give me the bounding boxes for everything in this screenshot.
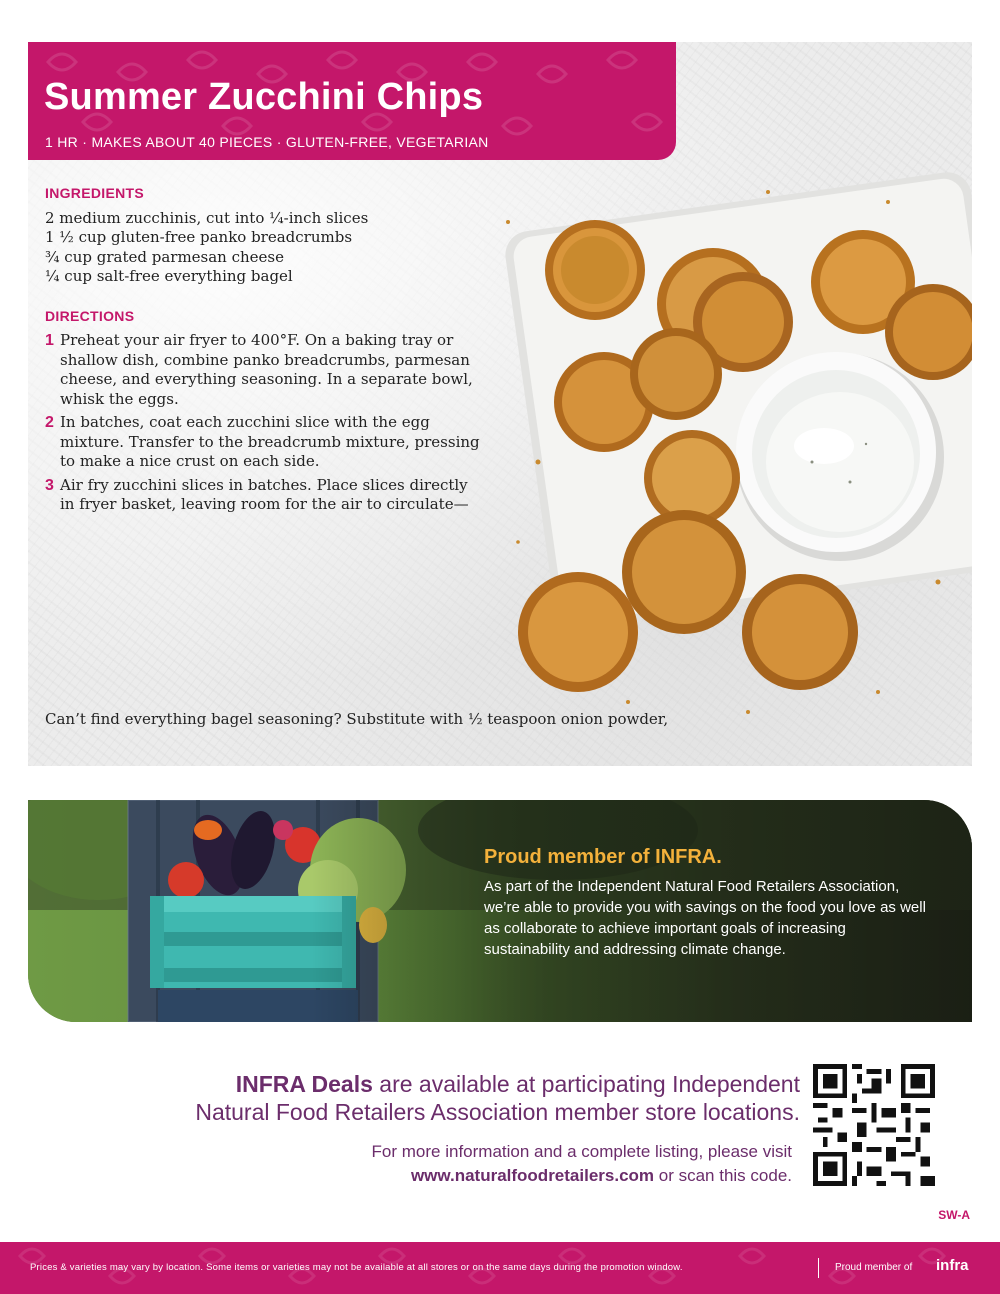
code-label: SW-A — [938, 1208, 970, 1222]
ingredient-item: 1 ½ cup gluten-free panko breadcrumbs — [45, 228, 353, 246]
member-heading: Proud member of INFRA. — [484, 846, 722, 868]
step-text: In batches, coat each zucchini slice with the egg mixture. Transfer to the breadcrumb mixture, pressing to make a nice crust on each side. — [60, 413, 480, 470]
recipe-title: Summer Zucchini Chips — [44, 76, 484, 118]
deals-line-1-text: are available at participating Independent — [372, 1071, 800, 1097]
step-text: Air fry zucchini slices in batches. Place slices directly in fryer basket, leaving room for the air to circulate— — [60, 475, 469, 513]
visit-info — [92, 1140, 792, 1188]
visit-line-1: For more information and a complete listing, please visit — [371, 1142, 792, 1161]
ingredient-item: ¼ cup salt-free everything bagel — [45, 267, 293, 285]
step-number: 3 — [45, 476, 54, 494]
member-body: As part of the Independent Natural Food Retailers Association, we’re able to provide you with savings on the food you love as well as collaborate to achieve important goals of increasing sustainability and addressing climate change. — [484, 878, 926, 958]
deals-statement — [40, 1070, 800, 1126]
footer — [0, 1242, 1000, 1294]
directions-heading: DIRECTIONS — [45, 307, 135, 324]
recipe-text-column — [45, 184, 485, 519]
title-banner — [28, 42, 676, 160]
direction-step — [45, 413, 485, 472]
deals-line-2: Natural Food Retailers Association member store locations. — [195, 1099, 800, 1125]
infra-member-banner — [28, 800, 972, 1022]
step-text: Preheat your air fryer to 400°F. On a baking tray or shallow dish, combine panko breadcrumbs, parmesan cheese, and everything seasoning. In a separate bowl, whisk the eggs. — [60, 331, 473, 408]
infra-logo: infra — [936, 1257, 969, 1274]
deals-brand: INFRA Deals — [235, 1071, 373, 1097]
ingredients-heading: INGREDIENTS — [45, 185, 144, 201]
visit-line-2-text: or scan this code. — [654, 1166, 792, 1185]
step-number: 2 — [45, 414, 54, 431]
ingredient-item: ¾ cup grated parmesan cheese — [45, 247, 285, 266]
step-number: 1 — [45, 332, 54, 349]
zucchini-chips-photo — [468, 162, 972, 722]
direction-step — [45, 476, 485, 515]
direction-step — [45, 331, 485, 409]
footer-divider — [818, 1258, 819, 1278]
recipe-card — [28, 42, 972, 766]
footer-disclaimer: Prices & varieties may vary by location. Some items or varieties may not be available at all stores or on the same days during the promotion window. — [30, 1262, 683, 1273]
visit-line-2 — [92, 1164, 792, 1188]
recipe-meta: 1 HR · MAKES ABOUT 40 PIECES · GLUTEN-FREE, VEGETARIAN — [45, 134, 489, 150]
ingredient-list — [45, 209, 485, 287]
deals-line-1 — [40, 1070, 800, 1098]
recipe-tip: Can’t find everything bagel seasoning? Substitute with ½ teaspoon onion powder, — [45, 710, 669, 728]
website-link[interactable]: www.naturalfoodretailers.com — [410, 1166, 655, 1185]
qr-code-icon[interactable] — [813, 1064, 935, 1186]
ingredient-item: 2 medium zucchinis, cut into ¼-inch slices — [45, 208, 369, 227]
footer-member-label: Proud member of — [835, 1262, 913, 1273]
